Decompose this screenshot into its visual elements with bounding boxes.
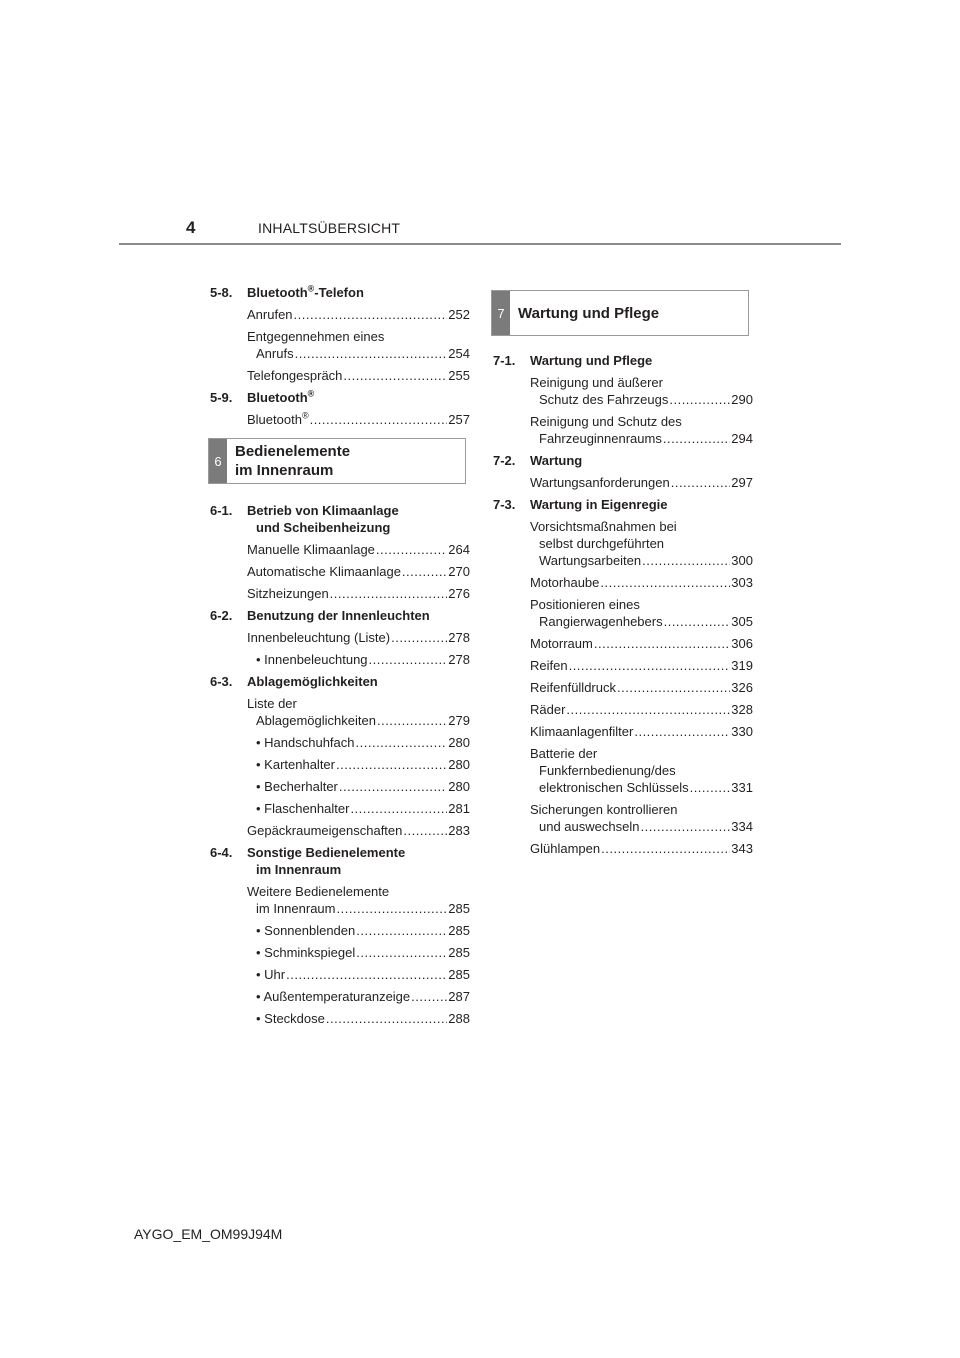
chapter-header-7[interactable] [491, 290, 749, 336]
leader-dots [566, 701, 730, 718]
entry-page: 280 [448, 779, 470, 794]
leader-dots [294, 306, 448, 323]
entry-page: 330 [731, 724, 753, 739]
section-title: Wartung [530, 453, 583, 468]
toc-entry[interactable] [493, 596, 753, 630]
toc-entry[interactable] [493, 657, 753, 674]
section-number: 7-2. [493, 453, 516, 468]
leader-dots [664, 613, 730, 630]
entry-page: 285 [448, 901, 470, 916]
entry-title: Gepäckraumeigenschaften [247, 823, 403, 838]
entry-title: elektronischen Schlüssels [539, 780, 689, 795]
entry-title: • Kartenhalter [256, 757, 335, 772]
toc-entry[interactable] [210, 651, 470, 668]
page-number: 4 [186, 218, 196, 237]
toc-entry[interactable] [493, 518, 753, 569]
section-number: 6-2. [210, 608, 233, 623]
entry-title: • Steckdose [256, 1011, 325, 1026]
leader-dots [690, 779, 730, 796]
toc-entry[interactable] [493, 801, 753, 835]
toc-entry[interactable] [210, 585, 470, 602]
section-number: 6-3. [210, 674, 233, 689]
section-title: Ablagemöglichkeiten [247, 674, 378, 689]
toc-section-5-9[interactable] [210, 389, 470, 406]
leader-dots [286, 966, 447, 983]
entry-title: • Außentemperaturanzeige [256, 989, 411, 1004]
toc-entry[interactable] [210, 306, 470, 323]
document-code: AYGO_EM_OM99J94M [134, 1226, 283, 1242]
toc-section-6-1[interactable] [210, 502, 470, 536]
entry-page: 305 [731, 614, 753, 629]
entry-title: • Becherhalter [256, 779, 338, 794]
section-title: Benutzung der Innenleuchten [247, 608, 430, 623]
toc-entry[interactable] [210, 922, 470, 939]
entry-title-line: Positionieren eines [530, 597, 640, 612]
toc-entry[interactable] [210, 734, 470, 751]
toc-entry[interactable] [210, 778, 470, 795]
leader-dots [594, 635, 730, 652]
toc-entry[interactable] [210, 800, 470, 817]
leader-dots [350, 800, 447, 817]
entry-page: 280 [448, 735, 470, 750]
chapter-title: Bedienelemente im Innenraum [235, 443, 351, 479]
leader-dots [634, 723, 730, 740]
entry-page: 319 [731, 658, 753, 673]
entry-title-line: Reinigung und äußerer [530, 375, 663, 390]
toc-entry[interactable] [210, 883, 470, 917]
section-number: 6-1. [210, 503, 233, 518]
entry-title: • Flaschenhalter [256, 801, 350, 816]
entry-page: 270 [448, 564, 470, 579]
leader-dots [600, 574, 730, 591]
entry-title-line: Weitere Bedienelemente [247, 884, 390, 899]
toc-entry[interactable] [210, 1010, 470, 1027]
toc-entry[interactable] [210, 541, 470, 558]
entry-title: Anrufen [247, 307, 293, 322]
entry-title: • Sonnenblenden [256, 923, 356, 938]
entry-page: 343 [731, 841, 753, 856]
entry-title: Telefongespräch [247, 368, 343, 383]
leader-dots [669, 391, 730, 408]
leader-dots [377, 712, 447, 729]
entry-title-line: Vorsichtsmaßnahmen bei [530, 519, 677, 534]
entry-title: Glühlampen [530, 841, 601, 856]
entry-title: im Innenraum [256, 901, 336, 916]
entry-title: • Handschuhfach [256, 735, 355, 750]
entry-title: Ablagemöglichkeiten [256, 713, 376, 728]
leader-dots [356, 922, 447, 939]
leader-dots [336, 900, 447, 917]
toc-section-7-2[interactable] [493, 452, 753, 469]
entry-page: 254 [448, 346, 470, 361]
chapter-tab: 7 [492, 291, 510, 335]
leader-dots [663, 430, 730, 447]
entry-page: 303 [731, 575, 753, 590]
leader-dots [339, 778, 447, 795]
section-title: Wartung und Pflege [530, 353, 653, 368]
toc-entry[interactable] [210, 822, 470, 839]
entry-page: 287 [448, 989, 470, 1004]
leader-dots [403, 822, 447, 839]
toc-section-6-3[interactable] [210, 673, 470, 690]
toc-entry[interactable] [493, 574, 753, 591]
toc-section-7-1[interactable] [493, 352, 753, 369]
entry-title: • Uhr [256, 967, 286, 982]
entry-title: Manuelle Klimaanlage [247, 542, 375, 557]
section-title: Wartung in Eigenregie [530, 497, 668, 512]
entry-page: 288 [448, 1011, 470, 1026]
section-title: Sonstige Bedienelemente im Innenraum [247, 845, 406, 877]
entry-page: 294 [731, 431, 753, 446]
toc-entry[interactable] [210, 328, 470, 362]
toc-entry[interactable] [493, 723, 753, 740]
entry-title: • Schminkspiegel [256, 945, 356, 960]
toc-entry[interactable] [210, 966, 470, 983]
leader-dots [411, 988, 447, 1005]
chapter-tab: 6 [209, 439, 227, 483]
toc-entry[interactable] [493, 701, 753, 718]
entry-title-line: Sicherungen kontrollieren [530, 802, 678, 817]
toc-section-6-4[interactable] [210, 844, 470, 878]
leader-dots [356, 734, 448, 751]
toc-section-6-2[interactable] [210, 607, 470, 624]
entry-title: Schutz des Fahrzeugs [539, 392, 669, 407]
entry-title-line: Batterie der [530, 746, 598, 761]
leader-dots [356, 944, 447, 961]
leader-dots [402, 563, 447, 580]
leader-dots [336, 756, 447, 773]
entry-title-line: Liste der [247, 696, 297, 711]
entry-page: 257 [448, 412, 470, 427]
toc-entry[interactable] [493, 679, 753, 696]
entry-title: Wartungsanforderungen [530, 475, 670, 490]
entry-page: 278 [448, 630, 470, 645]
toc-column-right [493, 290, 753, 862]
entry-title: Sitzheizungen [247, 586, 329, 601]
leader-dots [343, 367, 447, 384]
toc-entry[interactable] [493, 840, 753, 857]
toc-section-7-3[interactable] [493, 496, 753, 513]
leader-dots [295, 345, 448, 362]
entry-title: Reifenfülldruck [530, 680, 616, 695]
entry-page: 300 [731, 553, 753, 568]
entry-page: 279 [448, 713, 470, 728]
entry-page: 331 [731, 780, 753, 795]
leader-dots [601, 840, 730, 857]
leader-dots [369, 651, 448, 668]
entry-page: 283 [448, 823, 470, 838]
section-number: 7-3. [493, 497, 516, 512]
leader-dots [310, 411, 448, 428]
toc-entry[interactable] [493, 474, 753, 491]
toc-entry[interactable] [493, 413, 753, 447]
entry-page: 285 [448, 967, 470, 982]
entry-page: 334 [731, 819, 753, 834]
toc-entry[interactable] [493, 745, 753, 796]
toc-entry[interactable] [210, 944, 470, 961]
toc-entry[interactable] [210, 629, 470, 646]
entry-page: 278 [448, 652, 470, 667]
entry-title: Automatische Klimaanlage [247, 564, 401, 579]
entry-title: Bluetooth® [247, 410, 309, 427]
leader-dots [640, 818, 730, 835]
section-number: 5-8. [210, 285, 233, 300]
toc-section-5-8[interactable] [210, 284, 470, 301]
toc-entry[interactable] [210, 988, 470, 1005]
entry-page: 306 [731, 636, 753, 651]
entry-title-line: Funkfernbedienung/des [539, 763, 676, 778]
leader-dots [617, 679, 730, 696]
entry-page: 264 [448, 542, 470, 557]
header-divider [119, 243, 841, 245]
section-number: 6-4. [210, 845, 233, 860]
entry-page: 285 [448, 923, 470, 938]
entry-title: • Innenbeleuchtung [256, 652, 368, 667]
leader-dots [642, 552, 730, 569]
section-title: Betrieb von Klimaanlage und Scheibenheizung [247, 503, 399, 535]
toc-entry[interactable] [493, 635, 753, 652]
entry-page: 290 [731, 392, 753, 407]
entry-title: Rangierwagenhebers [539, 614, 663, 629]
entry-page: 326 [731, 680, 753, 695]
leader-dots [569, 657, 730, 674]
toc-entry[interactable] [210, 563, 470, 580]
leader-dots [376, 541, 447, 558]
toc-entry[interactable] [210, 367, 470, 384]
entry-title: Motorraum [530, 636, 593, 651]
entry-page: 328 [731, 702, 753, 717]
entry-title: Fahrzeuginnenraums [539, 431, 662, 446]
entry-page: 252 [448, 307, 470, 322]
toc-entry[interactable] [210, 756, 470, 773]
toc-column-left [210, 284, 470, 1032]
section-number: 5-9. [210, 390, 233, 405]
leader-dots [391, 629, 447, 646]
entry-title-line: Reinigung und Schutz des [530, 414, 682, 429]
section-title: Bluetooth® [247, 388, 315, 405]
entry-title: Räder [530, 702, 566, 717]
entry-title-line: selbst durchgeführten [539, 536, 665, 551]
toc-entry[interactable] [210, 411, 470, 428]
entry-title: Reifen [530, 658, 568, 673]
entry-page: 285 [448, 945, 470, 960]
entry-title: Wartungsarbeiten [539, 553, 642, 568]
toc-entry[interactable] [210, 695, 470, 729]
entry-page: 276 [448, 586, 470, 601]
entry-page: 281 [448, 801, 470, 816]
toc-entry[interactable] [493, 374, 753, 408]
entry-title: Motorhaube [530, 575, 600, 590]
section-number: 7-1. [493, 353, 516, 368]
entry-page: 255 [448, 368, 470, 383]
entry-title: Klimaanlagenfilter [530, 724, 634, 739]
leader-dots [326, 1010, 447, 1027]
chapter-title: Wartung und Pflege [518, 304, 660, 322]
entry-title: und auswechseln [539, 819, 640, 834]
leader-dots [671, 474, 730, 491]
entry-page: 280 [448, 757, 470, 772]
entry-title: Anrufs [256, 346, 294, 361]
section-title: Bluetooth®-Telefon [247, 283, 364, 300]
leader-dots [330, 585, 448, 602]
chapter-header-6[interactable] [208, 438, 466, 484]
entry-title-line: Entgegennehmen eines [247, 329, 385, 344]
page-header-title: INHALTSÜBERSICHT [258, 220, 401, 236]
entry-page: 297 [731, 475, 753, 490]
entry-title: Innenbeleuchtung (Liste) [247, 630, 391, 645]
